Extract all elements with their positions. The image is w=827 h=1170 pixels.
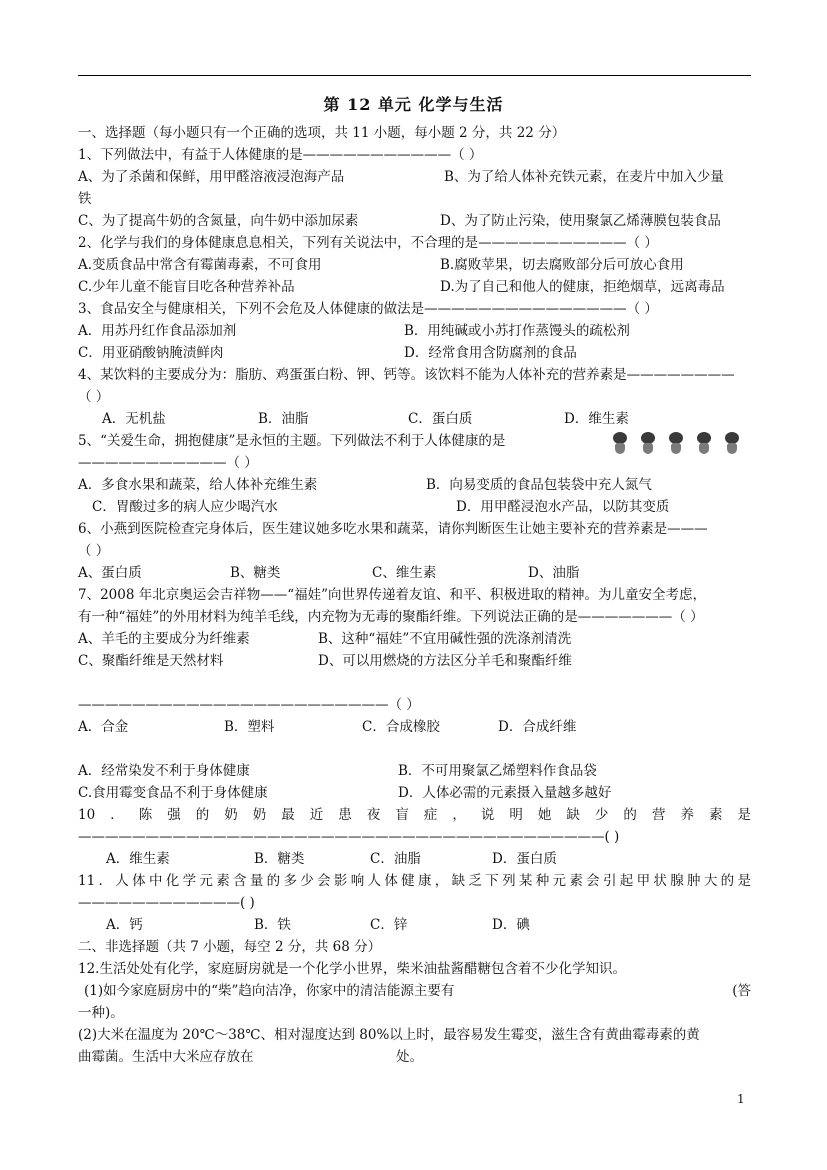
part-2-text: 曲霉菌。生活中大米应存放在 xyxy=(78,1049,254,1065)
option-b: B、糖类 xyxy=(230,565,281,581)
option-b: B．铁 xyxy=(254,917,291,933)
option-continuation: 铁 xyxy=(78,191,92,207)
option-c: C．合成橡胶 xyxy=(362,719,440,735)
page-title: 第 12 单元 化学与生活 xyxy=(323,95,504,114)
part-1-continuation: 一种)。 xyxy=(78,1005,124,1021)
option-d: D．蛋白质 xyxy=(492,851,557,867)
option-a: A．钙 xyxy=(106,917,143,933)
option-b: B．用纯碱或小苏打作蒸馒头的疏松剂 xyxy=(404,323,630,339)
part-1-text: (1)如今家庭厨房中的“柴”趋向洁净，你家中的清洁能源主要有 xyxy=(84,983,455,999)
mascot-icon xyxy=(720,432,744,454)
question-12-part-2: (2)大米在温度为 20℃～38℃、相对湿度达到 80%以上时，最容易发生霉变，滋生含有黄曲霉毒素的黄 xyxy=(78,1027,700,1043)
fuwa-mascots-image xyxy=(608,432,753,454)
option-b: B.腐败苹果，切去腐败部分后可放心食用 xyxy=(440,257,684,273)
question-2: 2、化学与我们的身体健康息息相关，下列有关说法中，不合理的是———————————（ ） xyxy=(78,235,658,251)
part-1-note: (答 xyxy=(732,983,751,999)
question-6: 6、小燕到医院检查完身体后，医生建议她多吃水果和蔬菜，请你判断医生让她主要补充的营养素是——— xyxy=(78,521,708,537)
option-a: A、为了杀菌和保鲜，用甲醛溶液浸泡海产品 xyxy=(78,169,345,185)
option-b: B、为了给人体补充铁元素，在麦片中加入少量 xyxy=(444,169,724,185)
option-d: D．合成纤维 xyxy=(498,719,577,735)
answer-paren: ———————————————————————————————————————( ) xyxy=(78,829,620,845)
option-a: A．维生素 xyxy=(106,851,170,867)
option-d: D、可以用燃烧的方法区分羊毛和聚酯纤维 xyxy=(318,653,572,669)
answer-paren: ———————————————————————（ ） xyxy=(78,697,420,713)
option-a: A．多食水果和蔬菜，给人体补充维生素 xyxy=(78,477,318,493)
option-d: D．维生素 xyxy=(564,411,629,427)
option-c: C．油脂 xyxy=(370,851,421,867)
option-c: C.食用霉变食品不利于身体健康 xyxy=(78,785,268,801)
option-a: A．无机盐 xyxy=(102,411,166,427)
part-2-end: 处。 xyxy=(396,1049,423,1065)
option-b: B．不可用聚氯乙烯塑料作食品袋 xyxy=(398,763,597,779)
option-c: C、聚酯纤维是天然材料 xyxy=(78,653,224,669)
question-5: 5、“关爱生命，拥抱健康”是永恒的主题。下列做法不利于人体健康的是 xyxy=(78,433,506,449)
option-b: B．向易变质的食品包装袋中充人氮气 xyxy=(426,477,652,493)
option-a: A.变质食品中常含有霉菌毒素，不可食用 xyxy=(78,257,322,273)
answer-paren: ————————————( ) xyxy=(78,895,255,911)
option-d: D．人体必需的元素摄入量越多越好 xyxy=(398,785,612,801)
option-c: C．蛋白质 xyxy=(408,411,473,427)
mascot-icon xyxy=(664,432,688,454)
option-b: B．糖类 xyxy=(254,851,305,867)
option-a: A．用苏丹红作食品添加剂 xyxy=(78,323,237,339)
question-12: 12.生活处处有化学，家庭厨房就是一个化学小世界，柴米油盐酱醋糖包含着不少化学知识。 xyxy=(78,961,626,977)
mascot-icon xyxy=(692,432,716,454)
option-d: D．用甲醛浸泡水产品，以防其变质 xyxy=(456,499,670,515)
header-rule xyxy=(78,75,751,76)
option-b: B．塑料 xyxy=(224,719,275,735)
option-a: A、羊毛的主要成分为纤维素 xyxy=(78,631,250,647)
page-number: 1 xyxy=(737,1092,745,1106)
question-7-cont: 有一种“福娃”的外用材料为纯羊毛线，内充物为无毒的聚酯纤维。下列说法正确的是———————（ ） xyxy=(78,609,704,625)
question-3: 3、食品安全与健康相关，下列不会危及人体健康的做法是———————————————（ ） xyxy=(78,301,658,317)
mascot-icon xyxy=(608,432,632,454)
answer-paren: （ ） xyxy=(78,543,110,559)
question-4: 4、某饮料的主要成分为：脂肪、鸡蛋蛋白粉、钾、钙等。该饮料不能为人体补充的营养素是———————— xyxy=(78,367,735,383)
option-c: C、维生素 xyxy=(372,565,437,581)
question-1: 1、下列做法中，有益于人体健康的是———————————（ ） xyxy=(78,147,483,163)
section-heading: 二、非选择题（共 7 小题，每空 2 分，共 68 分） xyxy=(78,939,382,955)
option-c: C．用亚硝酸钠腌渍鲜肉 xyxy=(78,345,224,361)
option-d: D．碘 xyxy=(492,917,530,933)
option-d: D、油脂 xyxy=(528,565,580,581)
option-d: D．经常食用含防腐剂的食品 xyxy=(404,345,577,361)
question-10: 10．陈强的奶奶最近患夜盲症，说明她缺少的营养素是 xyxy=(78,807,751,823)
option-a: A．合金 xyxy=(78,719,129,735)
answer-paren: ———————————（ ） xyxy=(78,455,258,471)
option-a: A．经常染发不利于身体健康 xyxy=(78,763,250,779)
option-a: A、蛋白质 xyxy=(78,565,142,581)
option-c: C．胃酸过多的病人应少喝汽水 xyxy=(92,499,278,515)
option-c: C、为了提高牛奶的含氮量，向牛奶中添加尿素 xyxy=(78,213,359,229)
question-7: 7、2008 年北京奥运会吉祥物——“福娃”向世界传递着友谊、和平、积极进取的精神。为儿童安全考虑， xyxy=(78,587,707,603)
option-b: B．油脂 xyxy=(258,411,309,427)
option-b: B、这种“福娃”不宜用碱性强的洗涤剂清洗 xyxy=(318,631,572,647)
option-d: D.为了自己和他人的健康，拒绝烟草，远离毒品 xyxy=(440,279,725,295)
option-d: D、为了防止污染，使用聚氯乙烯薄膜包装食品 xyxy=(440,213,721,229)
question-11: 11．人体中化学元素含量的多少会影响人体健康，缺乏下列某种元素会引起甲状腺肿大的是 xyxy=(78,873,751,889)
answer-paren: （ ） xyxy=(78,389,110,405)
mascot-icon xyxy=(636,432,660,454)
section-heading: 一、选择题（每小题只有一个正确的选项，共 11 小题，每小题 2 分，共 22 分） xyxy=(78,125,566,141)
option-c: C．锌 xyxy=(370,917,408,933)
option-c: C.少年儿童不能盲目吃各种营养补品 xyxy=(78,279,295,295)
